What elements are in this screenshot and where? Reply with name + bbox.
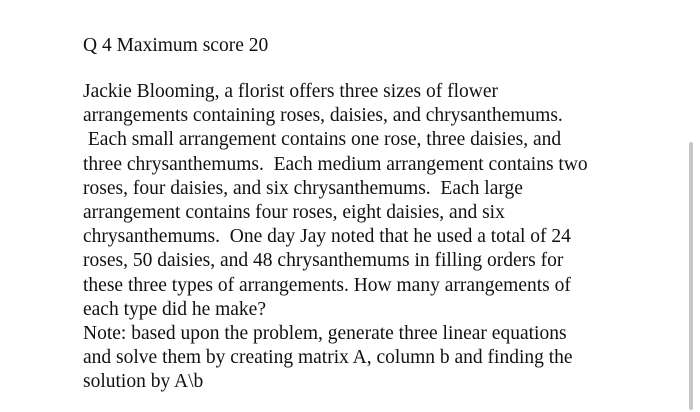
question-line: roses, four daisies, and six chrysanthemums. Each large [83, 177, 523, 199]
question-note-line: solution by A\b [83, 371, 204, 393]
vertical-scrollbar-thumb[interactable] [689, 142, 693, 410]
question-note-line: and solve them by creating matrix A, column b and finding the [83, 347, 573, 369]
question-line: Each small arrangement contains one rose, three daisies, and [83, 129, 562, 151]
question-line: chrysanthemums. One day Jay noted that he used a total of 24 [83, 226, 571, 248]
question-heading: Q 4 Maximum score 20 [83, 35, 269, 56]
question-line: Jackie Blooming, a florist offers three sizes of flower [83, 81, 498, 102]
question-line: three chrysanthemums. Each medium arrangement contains two [83, 153, 588, 175]
question-line: roses, 50 daisies, and 48 chrysanthemums in filling orders for [83, 250, 564, 272]
question-note-line: Note: based upon the problem, generate three linear equations [83, 323, 567, 345]
question-line: each type did he make? [83, 298, 266, 320]
question-line: arrangement contains four roses, eight daisies, and six [83, 202, 505, 224]
question-line: these three types of arrangements. How many arrangements of [83, 274, 571, 296]
question-line: arrangements containing roses, daisies, and chrysanthemums. [83, 105, 563, 127]
question-body [83, 80, 693, 395]
